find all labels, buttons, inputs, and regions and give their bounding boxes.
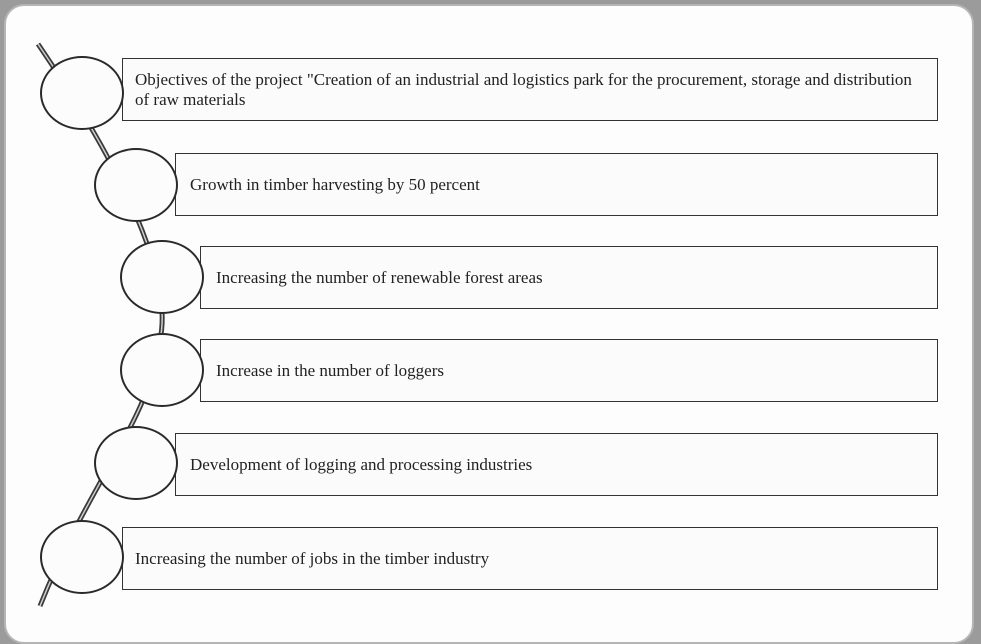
- step-circle-4: [120, 333, 204, 407]
- step-circle-1: [40, 56, 124, 130]
- step-circle-2: [94, 148, 178, 222]
- step-circle-5: [94, 426, 178, 500]
- step-label-6: Increasing the number of jobs in the timber industry: [135, 548, 490, 568]
- step-label-4: Increase in the number of loggers: [216, 360, 444, 380]
- step-box-1: [122, 58, 938, 121]
- step-label-2: Growth in timber harvesting by 50 percent: [190, 174, 480, 194]
- step-box-6: [122, 527, 938, 590]
- step-label-5: Development of logging and processing industries: [190, 454, 533, 474]
- step-circle-6: [40, 520, 124, 594]
- step-box-5: [175, 433, 938, 496]
- step-label-1: Objectives of the project "Creation of an industrial and logistics park for the procurement, storage and distribution of raw materials: [135, 69, 912, 109]
- step-box-2: [175, 153, 938, 216]
- step-box-3: [200, 246, 938, 309]
- step-label-3: Increasing the number of renewable forest areas: [216, 267, 543, 287]
- step-circle-3: [120, 240, 204, 314]
- step-box-4: [200, 339, 938, 402]
